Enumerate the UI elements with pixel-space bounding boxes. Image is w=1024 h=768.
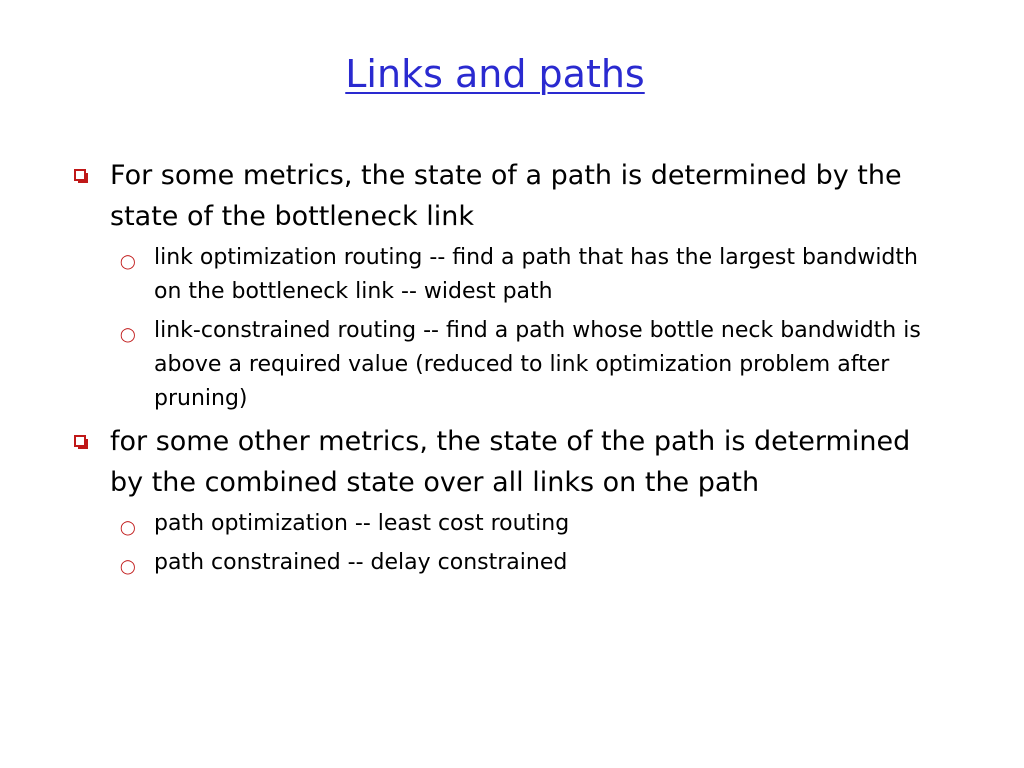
level2-bullet <box>70 546 950 580</box>
level2-bullet <box>70 241 950 309</box>
sub-bullet-list <box>70 507 950 580</box>
round-bullet-icon: ◯ <box>120 520 136 536</box>
level2-bullet <box>70 507 950 541</box>
sub-bullet-text: path optimization -- least cost routing <box>154 511 570 536</box>
bullet-group-2 <box>70 421 950 580</box>
square-bullet-icon <box>74 435 86 447</box>
sub-bullet-list <box>70 241 950 416</box>
round-bullet-icon: ◯ <box>120 327 136 343</box>
square-bullet-icon <box>74 169 86 181</box>
level2-bullet <box>70 314 950 416</box>
sub-bullet-text: link optimization routing -- find a path that has the largest bandwidth on the bottleneck link -- widest path <box>154 245 918 304</box>
bullet-text: for some other metrics, the state of the path is determined by the combined state over all links on the path <box>110 426 911 498</box>
bullet-group-1 <box>70 155 950 416</box>
round-bullet-icon: ◯ <box>120 254 136 270</box>
level1-bullet <box>70 155 950 237</box>
level1-bullet <box>70 421 950 503</box>
slide-content <box>70 155 950 585</box>
bullet-text: For some metrics, the state of a path is determined by the state of the bottleneck link <box>110 160 902 232</box>
sub-bullet-text: link-constrained routing -- find a path whose bottle neck bandwidth is above a required value (reduced to link optimization problem after pruning) <box>154 318 921 411</box>
slide-title: Links and paths <box>345 52 645 96</box>
round-bullet-icon: ◯ <box>120 559 136 575</box>
sub-bullet-text: path constrained -- delay constrained <box>154 550 568 575</box>
